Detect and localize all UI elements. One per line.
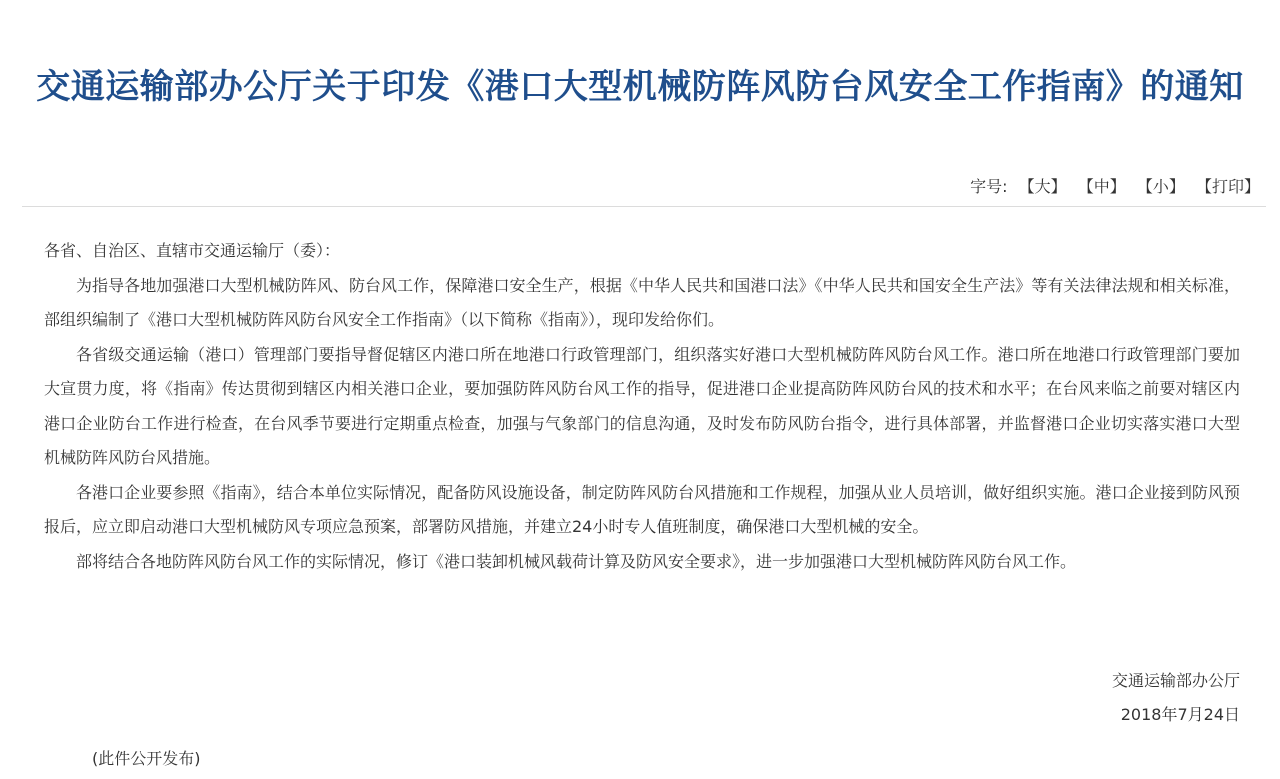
font-size-small-button[interactable]: 【小】: [1136, 177, 1185, 196]
font-size-large-button[interactable]: 【大】: [1018, 177, 1067, 196]
body-paragraph-4: 部将结合各地防阵风防台风工作的实际情况，修订《港口装卸机械风载荷计算及防风安全要求》，进一步加强港口大型机械防阵风防台风工作。: [76, 551, 1077, 571]
font-size-toolbar: [970, 174, 1260, 197]
font-size-label: 字号:: [970, 177, 1008, 196]
public-release-note: (此件公开发布): [92, 749, 201, 768]
header-divider: [22, 206, 1266, 207]
salutation: 各省、自治区、直辖市交通运输厅（委）：: [44, 241, 341, 260]
signature-block: [1112, 664, 1240, 732]
issue-date: 2018年7月24日: [1120, 705, 1240, 724]
body-paragraph-1: 为指导各地加强港口大型机械防阵风、防台风工作，保障港口安全生产，根据《中华人民共和国港口法》《中华人民共和国安全生产法》等有关法律法规和相关标准，部组织编制了《港口大型机械防阵风防台风安全工作指南》（以下简称《指南》），现印发给你们。: [44, 275, 1240, 329]
font-size-medium-button[interactable]: 【中】: [1077, 177, 1126, 196]
page-title: 交通运输部办公厅关于印发《港口大型机械防阵风防台风安全工作指南》的通知: [36, 66, 1244, 107]
document-body: [44, 234, 1240, 579]
body-paragraph-3: 各港口企业要参照《指南》，结合本单位实际情况，配备防风设施设备，制定防阵风防台风措施和工作规程，加强从业人员培训，做好组织实施。港口企业接到防风预报后，应立即启动港口大型机械防风专项应急预案，部署防风措施，并建立24小时专人值班制度，确保港口大型机械的安全。: [44, 482, 1240, 536]
body-paragraph-2: 各省级交通运输（港口）管理部门要指导督促辖区内港口所在地港口行政管理部门，组织落实好港口大型机械防阵风防台风工作。港口所在地港口行政管理部门要加大宣贯力度，将《指南》传达贯彻到辖区内相关港口企业，要加强防阵风防台风工作的指导，促进港口企业提高防阵风防台风的技术和水平；在台风来临之前要对辖区内港口企业防台工作进行检查，在台风季节要进行定期重点检查，加强与气象部门的信息沟通，及时发布防风防台指令，进行具体部署，并监督港口企业切实落实港口大型机械防阵风防台风措施。: [44, 344, 1240, 467]
issuer-name: 交通运输部办公厅: [1111, 671, 1240, 690]
print-button[interactable]: 【打印】: [1195, 177, 1260, 196]
